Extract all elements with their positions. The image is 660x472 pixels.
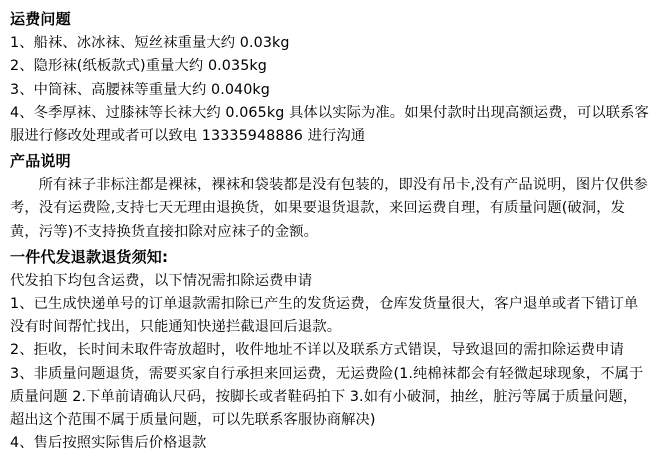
paragraph: 1、已生成快递单号的订单退款需扣除已产生的发货运费，仓库发货量很大，客户退单或者下错订单没有时间帮忙找出，只能通知快递拦截退回后退款。 [10, 296, 639, 336]
paragraph: 所有袜子非标注都是裸袜，裸袜和袋装都是没有包装的，即没有吊卡,没有产品说明，图片仅供参考，没有运费险,支持七天无理由退换货，如果要退货退款，来回运费自理，有质量问题(破洞，发黄，污等)不支持换货直接扣除对应袜子的金额。 [10, 177, 648, 240]
section-product-description [10, 150, 650, 244]
paragraph: 3、非质量问题退货，需要买家自行承担来回运费，无运费险(1.纯棉袜都会有轻微起球现象，不属于质量问题 2.下单前请确认尺码，按脚长或者鞋码拍下 3.如有小破洞，抽丝，脏污等属于质量问题，超出这个范围不属于质量问题，可以先联系客服协商解决) [10, 365, 644, 428]
paragraph: 3、中筒袜、高腰袜等重量大约 0.040kg [10, 81, 270, 98]
section-dropship-refund-notice [10, 246, 650, 456]
section-shipping-issues [10, 8, 650, 148]
section-heading: 产品说明 [10, 152, 71, 171]
paragraph: 代发拍下均包含运费，以下情况需扣除运费申请 [10, 273, 313, 289]
paragraph: 2、拒收，长时间未取件寄放超时，收件地址不详以及联系方式错误，导致退回的需扣除运费申请 [10, 342, 624, 359]
paragraph: 4、冬季厚袜、过膝袜等长袜大约 0.065kg 具体以实际为准。如果付款时出现高额运费，可以联系客服进行修改处理或者可以致电 13335948886 进行沟通 [10, 104, 649, 144]
paragraph: 1、船袜、冰冰袜、短丝袜重量大约 0.03kg [10, 35, 290, 52]
section-heading: 运费问题 [10, 10, 71, 28]
paragraph: 2、隐形袜(纸板款式)重量大约 0.035kg [10, 58, 267, 75]
paragraph: 4、售后按照实际售后价格退款 [10, 435, 207, 452]
section-heading: 一件代发退款退货须知: [10, 247, 169, 266]
